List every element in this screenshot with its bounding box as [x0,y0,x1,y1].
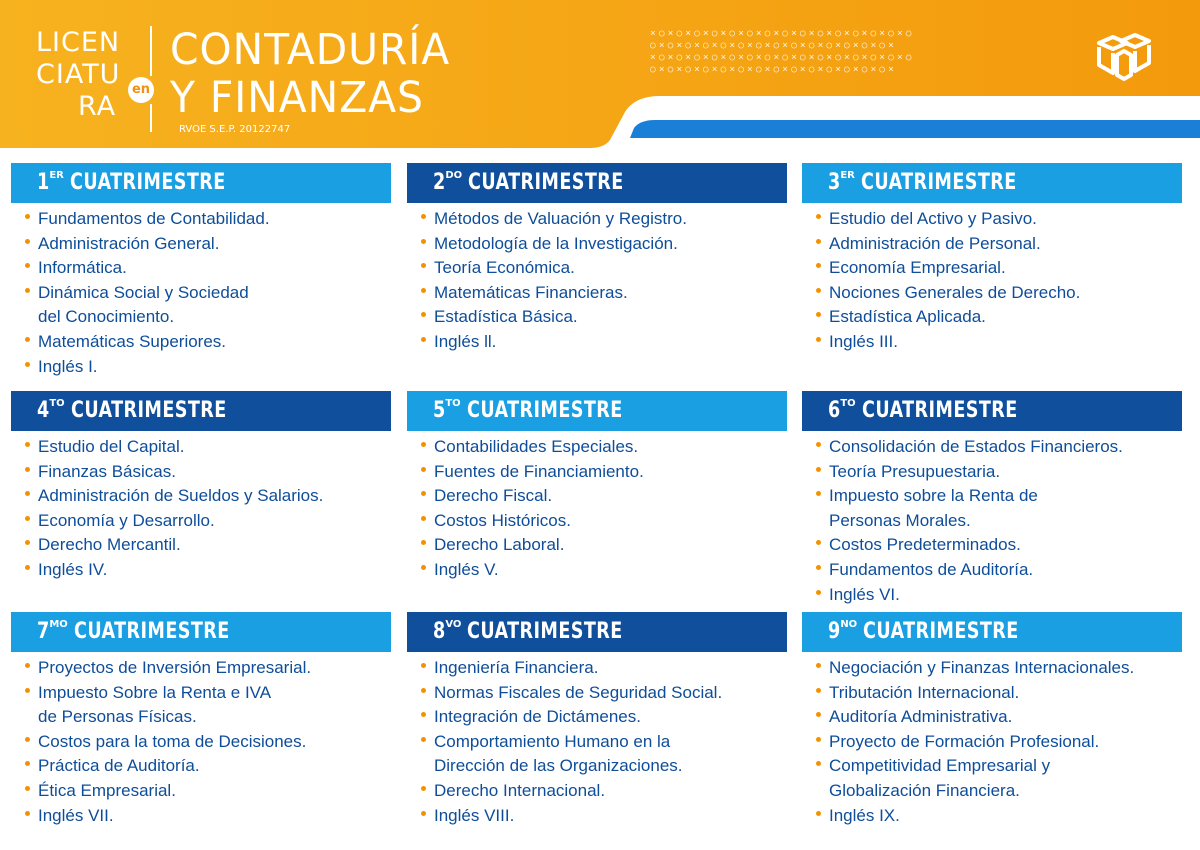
subject-item: Nociones Generales de Derecho. [816,281,1182,306]
subject-item: Costos para la toma de Decisiones. [25,730,391,755]
semester-header [802,612,1182,650]
semester-card-4 [11,391,391,583]
semester-number: 7 [37,618,50,644]
semester-header [802,391,1182,429]
subject-item: Integración de Dictámenes. [421,705,787,730]
subject-item: Consolidación de Estados Financieros. [816,435,1182,460]
semester-underline [407,429,787,431]
subject-item: Comportamiento Humano en la Dirección de las Organizaciones. [421,730,787,779]
semester-card-1 [11,163,391,379]
licenciatura-line-2: CIATU [36,59,121,90]
subject-item: Informática. [25,256,391,281]
semester-header [11,163,391,201]
subject-item: Inglés IX. [816,804,1182,829]
subject-item: Ética Empresarial. [25,779,391,804]
licenciatura-line-3: RA [78,91,117,122]
page-title-line-2: Y FINANZAS [170,73,424,123]
semester-ordinal-suffix: TO [840,397,856,409]
subject-item: Estadística Aplicada. [816,305,1182,330]
subject-item: Derecho Mercantil. [25,533,391,558]
subject-item: Dinámica Social y Sociedad del Conocimiento. [25,281,391,330]
semester-card-5 [407,391,787,583]
subject-item: Derecho Internacional. [421,779,787,804]
pattern-row: ×○×○×○×○×○×○×○×○×○×○×○×○×○×○×○ [650,52,915,63]
semester-word: CUATRIMESTRE [70,397,227,423]
semester-header [407,391,787,429]
semester-number: 6 [828,397,841,423]
subject-list [407,207,787,355]
subject-list [11,207,391,379]
semester-number: 4 [37,397,50,423]
subject-item: Inglés VIII. [421,804,787,829]
semester-ordinal-suffix: MO [49,618,68,630]
semester-underline [11,650,391,652]
subject-item: Ingeniería Financiera. [421,656,787,681]
licenciatura-label [36,27,126,123]
semester-word: CUATRIMESTRE [863,618,1019,644]
subject-item: Inglés III. [816,330,1182,355]
semester-underline [11,201,391,203]
semester-word: CUATRIMESTRE [860,169,1017,195]
subject-item: Matemáticas Financieras. [421,281,787,306]
subject-item: Inglés ll. [421,330,787,355]
subject-item: Metodología de la Investigación. [421,232,787,257]
semester-word: CUATRIMESTRE [69,169,226,195]
semester-underline [407,650,787,652]
subject-item: Inglés V. [421,558,787,583]
subject-list [407,656,787,828]
semester-header [11,612,391,650]
semester-word: CUATRIMESTRE [468,169,624,195]
semester-card-8 [407,612,787,828]
semester-underline [802,429,1182,431]
subject-item: Finanzas Básicas. [25,460,391,485]
header-divider [150,104,152,132]
subject-item: Proyecto de Formación Profesional. [816,730,1182,755]
header-divider [150,26,152,76]
en-badge: en [128,77,154,103]
page-title-line-1: CONTADURÍA [170,25,451,75]
subject-item: Costos Predeterminados. [816,533,1182,558]
subject-list [802,207,1182,355]
semester-header [407,163,787,201]
semester-ordinal-suffix: TO [49,397,65,409]
semester-ordinal-suffix: VO [445,618,462,630]
semester-underline [802,650,1182,652]
subject-item: Normas Fiscales de Seguridad Social. [421,681,787,706]
semester-header [407,612,787,650]
subject-item: Competitividad Empresarial y Globalización Financiera. [816,754,1182,803]
semester-number: 2 [433,169,446,195]
subject-item: Impuesto Sobre la Renta e IVA de Personas Físicas. [25,681,391,730]
semester-number: 5 [433,397,446,423]
subject-list [407,435,787,583]
subject-item: Proyectos de Inversión Empresarial. [25,656,391,681]
subject-list [11,656,391,828]
subject-list [802,435,1182,607]
subject-item: Economía y Desarrollo. [25,509,391,534]
subject-item: Matemáticas Superiores. [25,330,391,355]
subject-item: Costos Históricos. [421,509,787,534]
subject-item: Inglés IV. [25,558,391,583]
subject-item: Tributación Internacional. [816,681,1182,706]
semester-ordinal-suffix: TO [445,397,461,409]
semester-word: CUATRIMESTRE [73,618,230,644]
semester-ordinal-suffix: ER [49,169,64,181]
subject-item: Administración de Sueldos y Salarios. [25,484,391,509]
semester-number: 1 [37,169,50,195]
semester-underline [407,201,787,203]
subject-item: Contabilidades Especiales. [421,435,787,460]
subject-item: Estudio del Activo y Pasivo. [816,207,1182,232]
licenciatura-line-1: LICEN [36,27,121,58]
semester-card-3 [802,163,1182,355]
header-banner [0,0,1200,150]
pattern-row: ○×○×○×○×○×○×○×○×○×○×○×○×○×○× [650,40,897,51]
subject-item: Teoría Presupuestaria. [816,460,1182,485]
subject-item: Práctica de Auditoría. [25,754,391,779]
semester-underline [802,201,1182,203]
university-logo-icon [1093,33,1155,83]
subject-item: Derecho Laboral. [421,533,787,558]
semester-card-6 [802,391,1182,607]
subject-item: Economía Empresarial. [816,256,1182,281]
subject-list [11,435,391,583]
pattern-row: ○×○×○×○×○×○×○×○×○×○×○×○×○×○× [650,64,897,75]
semester-ordinal-suffix: ER [840,169,855,181]
semester-number: 8 [433,618,446,644]
subject-item: Auditoría Administrativa. [816,705,1182,730]
subject-item: Fuentes de Financiamiento. [421,460,787,485]
page-title [170,26,450,122]
subject-item: Fundamentos de Auditoría. [816,558,1182,583]
subject-item: Derecho Fiscal. [421,484,787,509]
decorative-pattern [650,28,1045,76]
semester-card-2 [407,163,787,355]
subject-item: Impuesto sobre la Renta de Personas Morales. [816,484,1182,533]
semester-ordinal-suffix: DO [445,169,463,181]
semester-card-7 [11,612,391,828]
semester-word: CUATRIMESTRE [466,397,623,423]
pattern-row: ×○×○×○×○×○×○×○×○×○×○×○×○×○×○×○ [650,28,915,39]
semester-underline [11,429,391,431]
subject-item: Estudio del Capital. [25,435,391,460]
semester-card-9 [802,612,1182,828]
subject-item: Estadística Básica. [421,305,787,330]
semester-header [802,163,1182,201]
subject-item: Inglés I. [25,355,391,380]
semester-word: CUATRIMESTRE [861,397,1018,423]
subject-item: Inglés VII. [25,804,391,829]
subject-item: Administración de Personal. [816,232,1182,257]
semester-word: CUATRIMESTRE [467,618,624,644]
subject-list [802,656,1182,828]
semester-number: 3 [828,169,841,195]
semester-ordinal-suffix: NO [840,618,858,630]
subject-item: Métodos de Valuación y Registro. [421,207,787,232]
semester-number: 9 [828,618,841,644]
subject-item: Teoría Económica. [421,256,787,281]
subject-item: Fundamentos de Contabilidad. [25,207,391,232]
rvoe-code: RVOE S.E.P. 20122747 [179,124,291,135]
subject-item: Inglés VI. [816,583,1182,608]
subject-item: Negociación y Finanzas Internacionales. [816,656,1182,681]
subject-item: Administración General. [25,232,391,257]
semester-header [11,391,391,429]
